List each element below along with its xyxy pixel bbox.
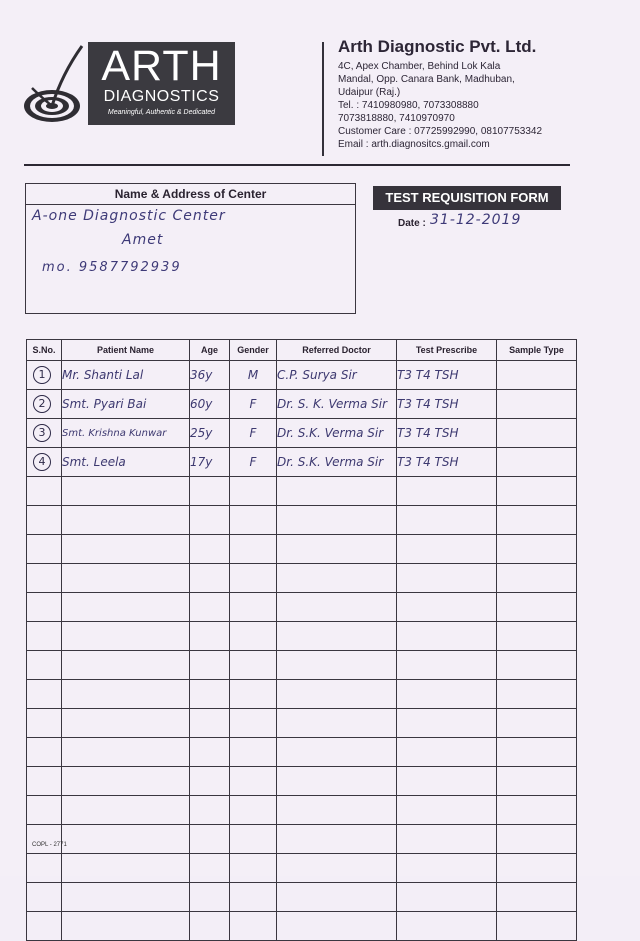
- address-line: 7073818880, 7410970970: [338, 113, 455, 124]
- company-address: [338, 60, 578, 151]
- table-header-row: [27, 340, 577, 361]
- cell-age: 36y: [190, 361, 230, 390]
- sno-circle: 2: [33, 395, 51, 413]
- cell-doctor: Dr. S. K. Verma Sir: [277, 390, 397, 419]
- cell-patient-name: Smt. Leela: [62, 448, 190, 477]
- center-address-box: [25, 183, 356, 314]
- form-title: TEST REQUISITION FORM: [373, 186, 561, 210]
- cell-gender: M: [230, 361, 277, 390]
- cell-gender: F: [230, 419, 277, 448]
- cell-gender: F: [230, 390, 277, 419]
- cell-patient-name: Mr. Shanti Lal: [62, 361, 190, 390]
- cell-age: 60y: [190, 390, 230, 419]
- cell-age: 17y: [190, 448, 230, 477]
- address-line: Email : arth.diagnositcs.gmail.com: [338, 139, 490, 150]
- cell-test: T3 T4 TSH: [397, 419, 497, 448]
- cell-sno: [27, 419, 62, 448]
- cell-sno: [27, 390, 62, 419]
- table-row: [27, 506, 577, 535]
- cell-sample: [497, 361, 577, 390]
- center-phone: mo. 9587792939: [42, 260, 182, 275]
- table-row: [27, 448, 577, 477]
- col-header-sample-type: Sample Type: [497, 340, 577, 361]
- logo-tagline: Meaningful, Authentic & Dedicated: [107, 109, 216, 116]
- address-line: Customer Care : 07725992990, 08107753342: [338, 126, 543, 137]
- logo-brand: ARTH: [101, 42, 222, 90]
- address-line: Tel. : 7410980980, 7073308880: [338, 100, 479, 111]
- table-row: [27, 796, 577, 825]
- sno-circle: 4: [33, 453, 51, 471]
- table-row: [27, 825, 577, 854]
- brand-logo: [88, 42, 235, 125]
- cell-sample: [497, 419, 577, 448]
- target-logo-icon: [22, 44, 86, 128]
- col-header-gender: Gender: [230, 340, 277, 361]
- date-value: 31-12-2019: [430, 212, 522, 228]
- table-row: [27, 419, 577, 448]
- cell-test: T3 T4 TSH: [397, 361, 497, 390]
- header-rule: [24, 164, 570, 166]
- table-row: [27, 535, 577, 564]
- address-line: 4C, Apex Chamber, Behind Lok Kala: [338, 61, 501, 72]
- address-line: Udaipur (Raj.): [338, 87, 401, 98]
- cell-sample: [497, 448, 577, 477]
- table-row: [27, 477, 577, 506]
- cell-doctor: Dr. S.K. Verma Sir: [277, 419, 397, 448]
- table-row: [27, 738, 577, 767]
- col-header-test-prescribe: Test Prescribe: [397, 340, 497, 361]
- cell-doctor: C.P. Surya Sir: [277, 361, 397, 390]
- table-row: [27, 361, 577, 390]
- col-header-sno: S.No.: [27, 340, 62, 361]
- center-city: Amet: [122, 232, 164, 248]
- patient-table: [26, 339, 577, 941]
- cell-doctor: Dr. S.K. Verma Sir: [277, 448, 397, 477]
- cell-test: T3 T4 TSH: [397, 390, 497, 419]
- table-row: [27, 883, 577, 912]
- cell-patient-name: Smt. Krishna Kunwar: [62, 419, 190, 448]
- sno-circle: 1: [33, 366, 51, 384]
- cell-sno: [27, 448, 62, 477]
- date-label: Date :: [398, 218, 426, 229]
- table-row: [27, 651, 577, 680]
- table-row: [27, 912, 577, 941]
- company-name: Arth Diagnostic Pvt. Ltd.: [338, 37, 537, 56]
- address-line: Mandal, Opp. Canara Bank, Madhuban,: [338, 74, 515, 85]
- logo-subtitle: DIAGNOSTICS: [103, 88, 220, 105]
- cell-sno: [27, 361, 62, 390]
- cell-test: T3 T4 TSH: [397, 448, 497, 477]
- cell-sample: [497, 390, 577, 419]
- cell-gender: F: [230, 448, 277, 477]
- col-header-referred-doctor: Referred Doctor: [277, 340, 397, 361]
- header-divider: [322, 42, 324, 156]
- table-row: [27, 854, 577, 883]
- table-row: [27, 390, 577, 419]
- table-row: [27, 622, 577, 651]
- center-name: A-one Diagnostic Center: [32, 208, 226, 224]
- col-header-age: Age: [190, 340, 230, 361]
- col-header-patient-name: Patient Name: [62, 340, 190, 361]
- cell-age: 25y: [190, 419, 230, 448]
- sno-circle: 3: [33, 424, 51, 442]
- table-row: [27, 680, 577, 709]
- table-row: [27, 593, 577, 622]
- table-row: [27, 564, 577, 593]
- table-row: [27, 767, 577, 796]
- cell-patient-name: Smt. Pyari Bai: [62, 390, 190, 419]
- table-row: [27, 709, 577, 738]
- center-box-header: Name & Address of Center: [26, 184, 355, 205]
- form-code: COPL - 2771: [32, 842, 67, 848]
